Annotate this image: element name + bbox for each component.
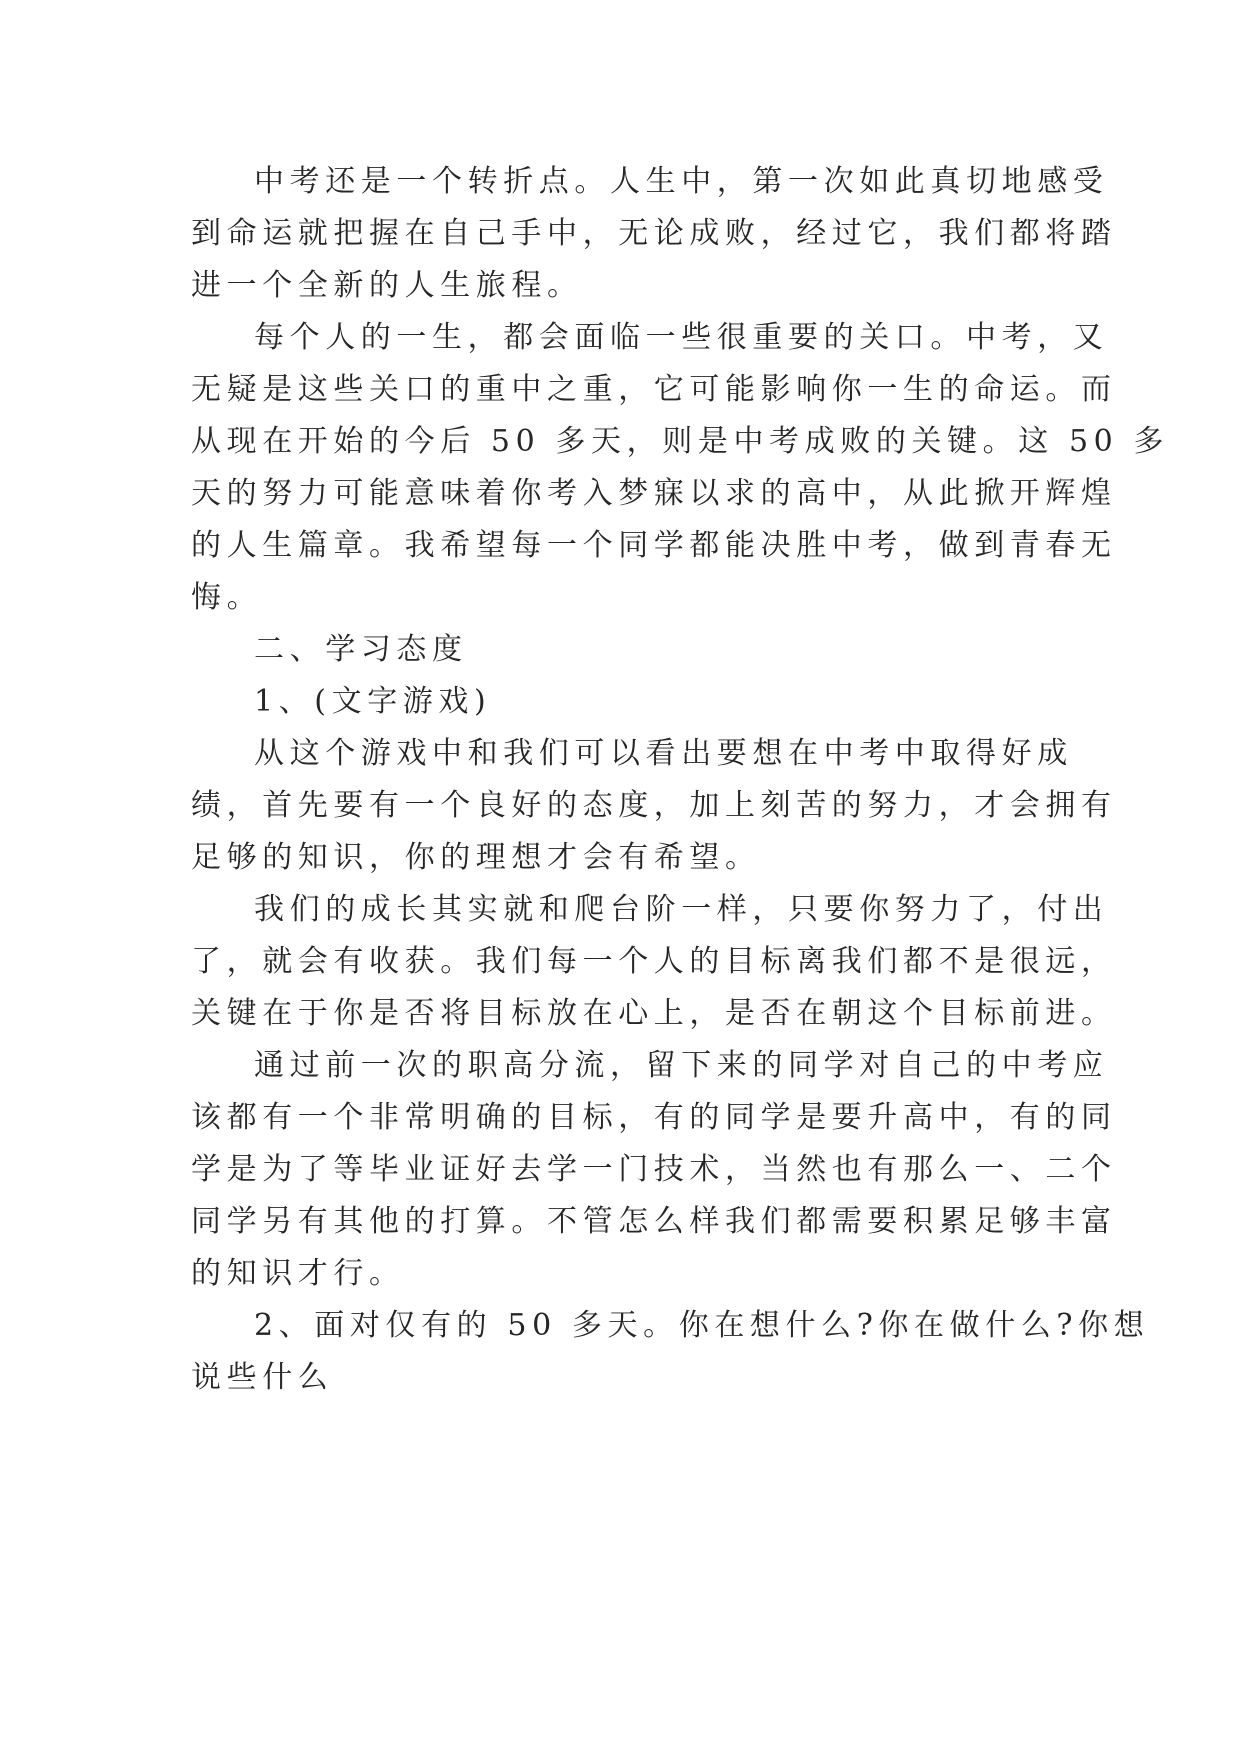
subsection-heading: 2、面对仅有的 50 多天。你在想什么?你在做什么?你想 <box>254 1308 1150 1343</box>
paragraph-line: 从现在开始的今后 50 多天，则是中考成败的关键。这 50 多 <box>191 424 1170 459</box>
subsection-heading: 1、(文字游戏) <box>254 684 492 719</box>
paragraph-line: 进一个全新的人生旅程。 <box>191 268 583 303</box>
paragraph-line: 同学另有其他的打算。不管怎么样我们都需要积累足够丰富 <box>191 1204 1117 1239</box>
paragraph-line: 了，就会有收获。我们每一个人的目标离我们都不是很远， <box>191 944 1117 979</box>
paragraph-line: 足够的知识，你的理想才会有希望。 <box>191 840 761 875</box>
paragraph-line: 每个人的一生，都会面临一些很重要的关口。中考，又 <box>254 320 1109 355</box>
paragraph-line: 该都有一个非常明确的目标，有的同学是要升高中，有的同 <box>191 1100 1117 1135</box>
section-heading: 二、学习态度 <box>254 632 468 667</box>
paragraph-line: 学是为了等毕业证好去学一门技术，当然也有那么一、二个 <box>191 1152 1117 1187</box>
paragraph-line: 通过前一次的职高分流，留下来的同学对自己的中考应 <box>254 1048 1109 1083</box>
paragraph-line: 中考还是一个转折点。人生中，第一次如此真切地感受 <box>254 164 1109 199</box>
paragraph-line: 从这个游戏中和我们可以看出要想在中考中取得好成 <box>254 736 1073 771</box>
paragraph-line: 天的努力可能意味着你考入梦寐以求的高中，从此掀开辉煌 <box>191 476 1117 511</box>
paragraph-line: 到命运就把握在自己手中，无论成败，经过它，我们都将踏 <box>191 216 1117 251</box>
paragraph-line: 的人生篇章。我希望每一个同学都能决胜中考，做到青春无 <box>191 528 1117 563</box>
paragraph-line: 我们的成长其实就和爬台阶一样，只要你努力了，付出 <box>254 892 1109 927</box>
paragraph-line: 悔。 <box>191 580 263 615</box>
paragraph-line: 绩，首先要有一个良好的态度，加上刻苦的努力，才会拥有 <box>191 788 1117 823</box>
paragraph-line: 的知识才行。 <box>191 1256 405 1291</box>
paragraph-line: 说些什么 <box>191 1360 334 1395</box>
paragraph-line: 无疑是这些关口的重中之重，它可能影响你一生的命运。而 <box>191 372 1117 407</box>
paragraph-line: 关键在于你是否将目标放在心上，是否在朝这个目标前进。 <box>191 996 1117 1031</box>
